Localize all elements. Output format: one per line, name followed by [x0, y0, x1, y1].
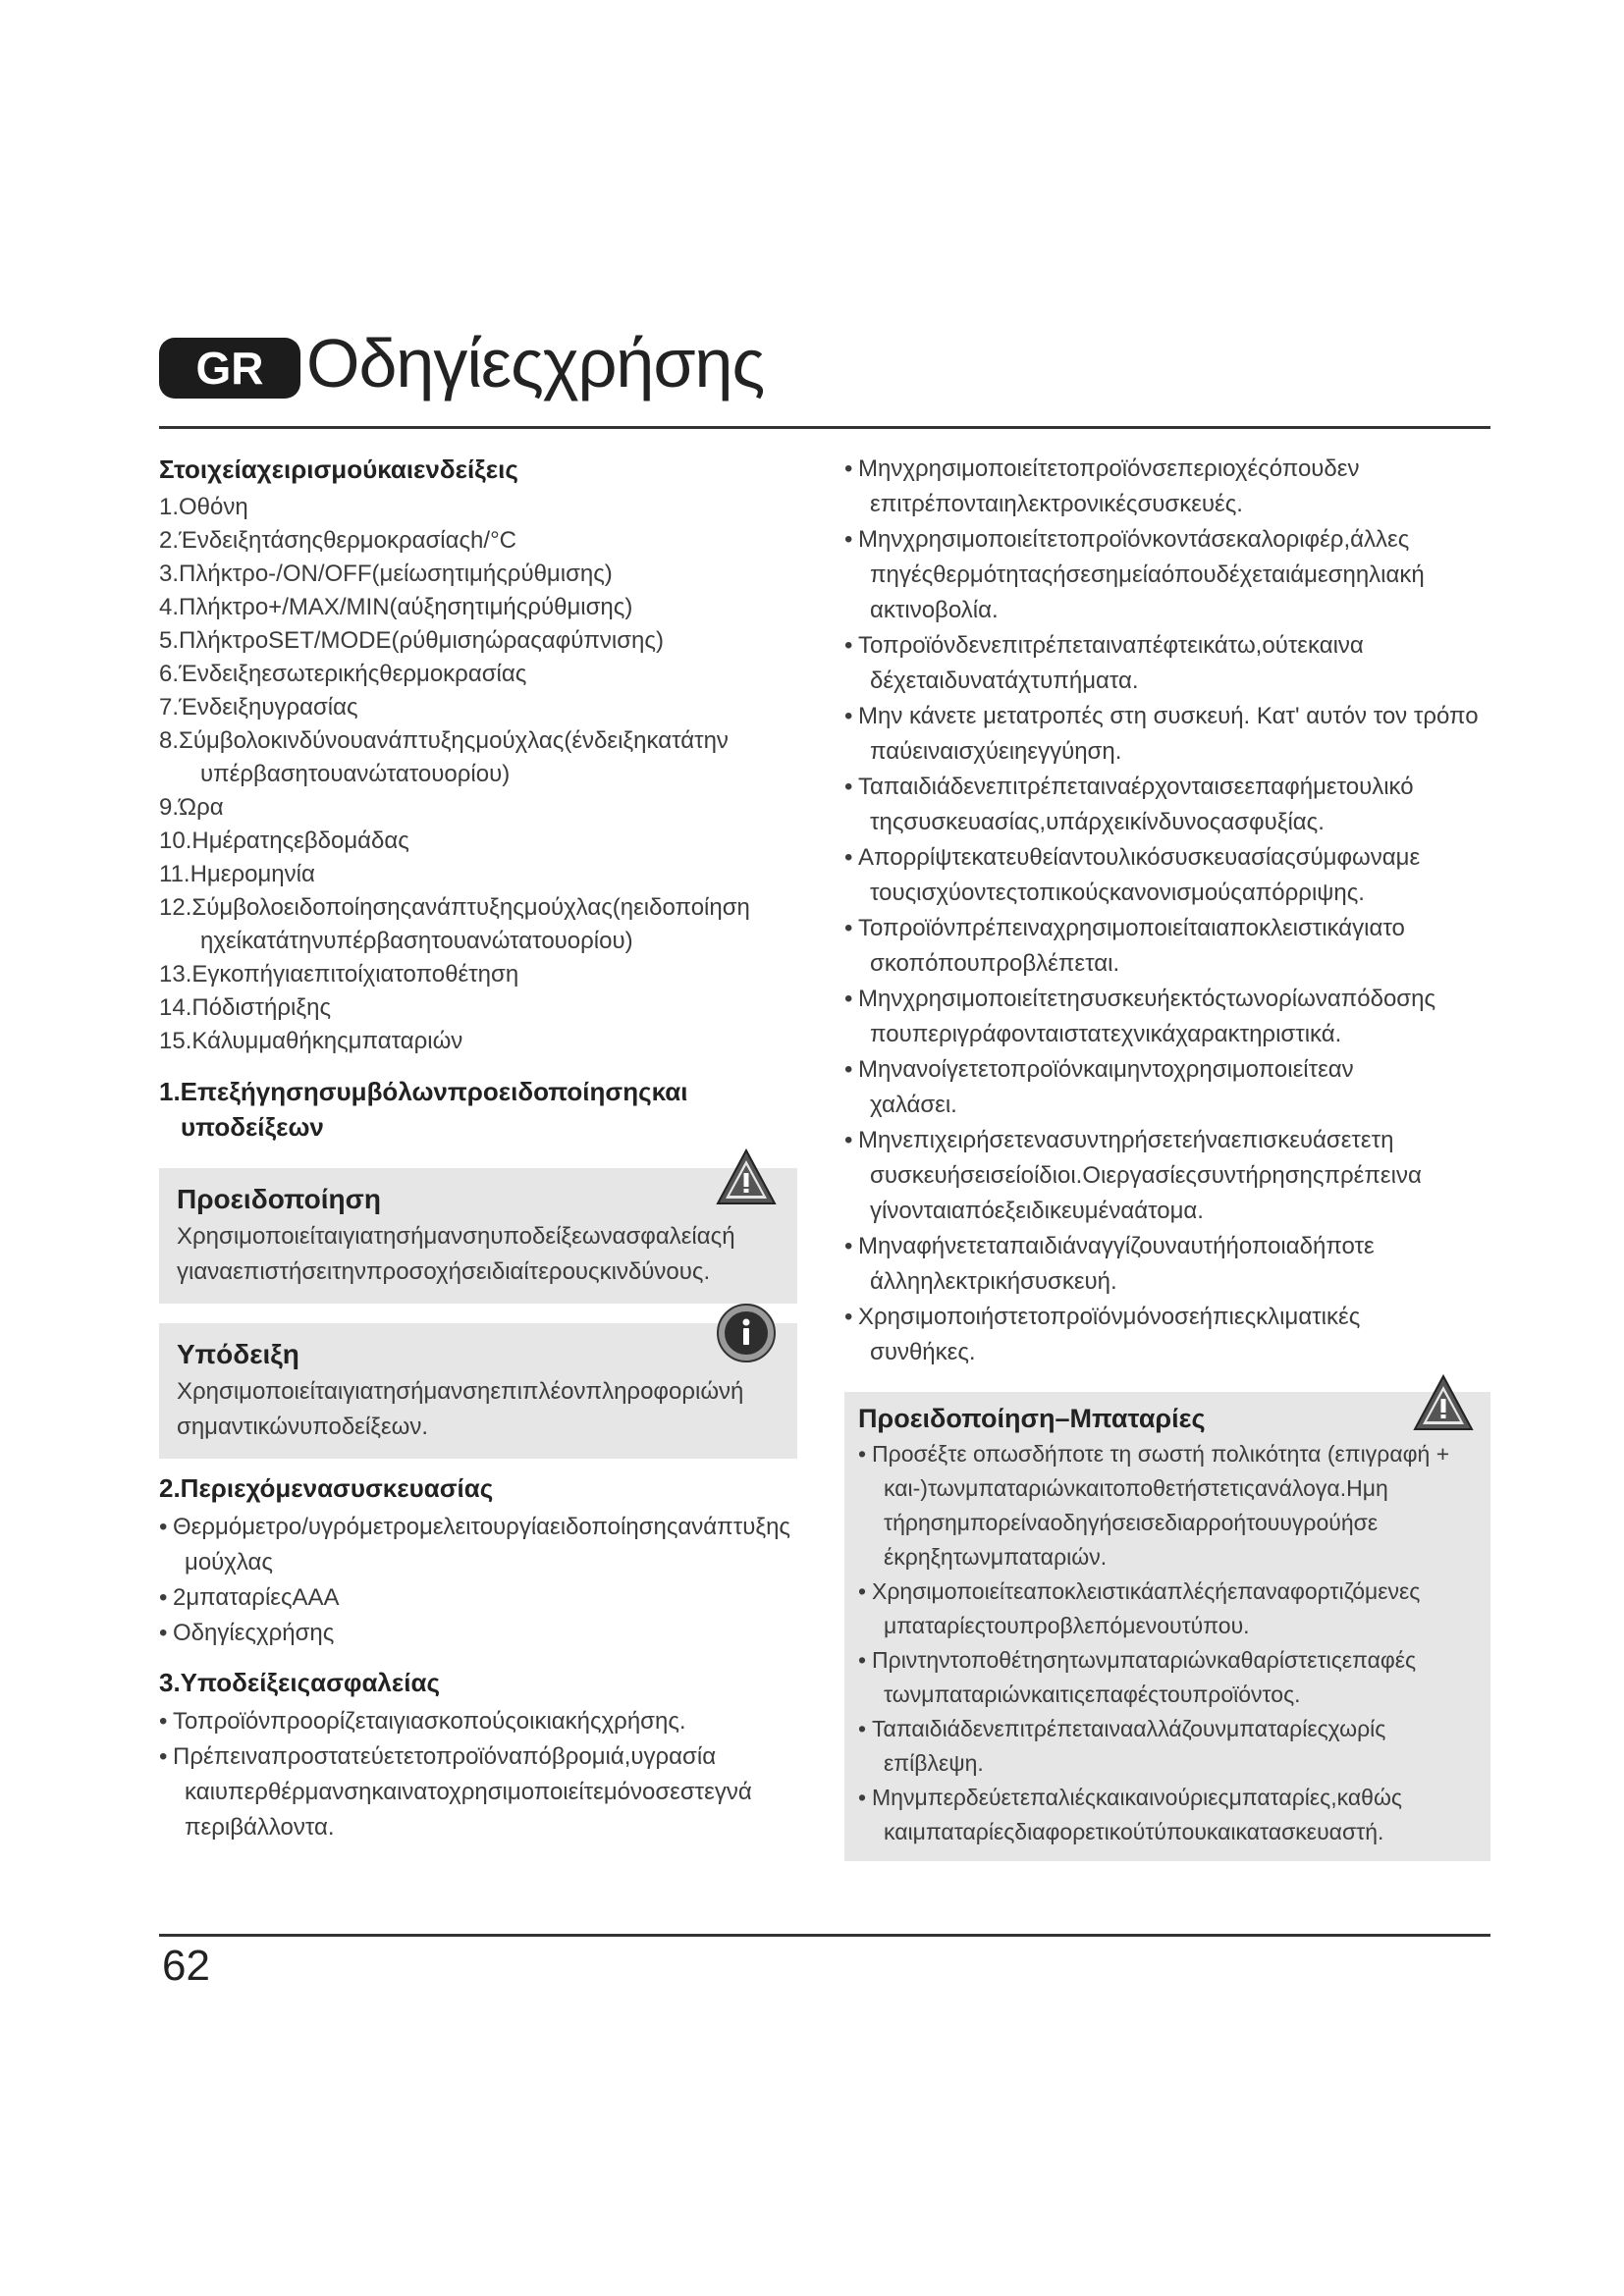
list-item	[858, 1781, 1477, 1849]
list-item	[844, 1229, 1490, 1300]
list-item-text: πουπεριγράφονταιστατεχνικάχαρακτηριστικά.	[870, 1021, 1342, 1047]
right-column	[844, 452, 1490, 1861]
footer-rule	[159, 1934, 1490, 1937]
list-item	[844, 982, 1490, 1052]
bullet: •	[844, 1304, 853, 1330]
bullet: •	[858, 1716, 867, 1741]
page-title: Οδηγίεςχρήσης	[306, 325, 765, 401]
list-item	[858, 1575, 1477, 1643]
list-item-text: περιβάλλοντα.	[185, 1814, 335, 1841]
list-item-text: Μην κάνετε μετατροπές στη συσκευή. Κατ' αυτόν τον τρόπο	[858, 703, 1479, 729]
list-item	[159, 1616, 797, 1651]
list-item-text: τήρησημπορείναοδηγήσεισεδιαρροήτουυγρούήσε	[884, 1510, 1379, 1535]
section3-heading: 3.Υποδείξειςασφαλείας	[159, 1668, 440, 1697]
bullet: •	[159, 1620, 168, 1646]
bullet: •	[844, 1127, 853, 1153]
page-header	[159, 325, 1490, 428]
list-item-text: Θερμόμετρο/υγρόμετρομελειτουργίαειδοποίησηςανάπτυξης	[173, 1514, 790, 1540]
list-item-text: Τοπροϊόνδενεπιτρέπεταιναπέφτεικάτω,ούτεκαινα	[858, 632, 1364, 659]
battery-list	[858, 1437, 1477, 1849]
list-item	[844, 452, 1490, 522]
warning-icon	[715, 1147, 778, 1209]
bullet: •	[159, 1743, 168, 1770]
bullet: •	[844, 774, 853, 800]
list-item-text: μπαταρίεςτουπροβλεπόμενουτύπου.	[884, 1613, 1250, 1638]
list-item	[844, 840, 1490, 911]
list-item	[159, 1739, 797, 1845]
bullet: •	[858, 1441, 867, 1467]
list-item-text: τωνμπαταριώνκαιτιςεπαφέςτουπροϊόντος.	[884, 1682, 1301, 1707]
note-box	[159, 1323, 797, 1459]
bullet: •	[159, 1584, 168, 1611]
list-item	[858, 1643, 1477, 1712]
list-item-text: Τοπροϊόνπρέπειναχρησιμοποιείταιαποκλειστικάγιατο	[858, 915, 1405, 941]
bullet: •	[844, 915, 853, 941]
list-item	[159, 1704, 797, 1739]
list-item	[844, 1123, 1490, 1229]
list-item	[159, 1510, 797, 1580]
list-item-text: γίνονταιαπόεξειδικευμέναάτομα.	[870, 1198, 1204, 1224]
list-item: 3.Πλήκτρο-/ON/OFF(μείωσητιμήςρύθμισης)	[159, 561, 613, 587]
info-icon	[715, 1302, 778, 1364]
list-item-text: Οδηγίεςχρήσης	[173, 1620, 335, 1646]
list-item: 6.Ένδειξηεσωτερικήςθερμοκρασίας	[159, 661, 527, 687]
left-column	[159, 452, 797, 1845]
list-item: 15.Κάλυμμαθήκηςμπαταριών	[159, 1028, 463, 1054]
list-item-text: καιμπαταρίεςδιαφορετικούτύπουκαικατασκευαστή.	[884, 1819, 1384, 1844]
list-item: 7.Ένδειξηυγρασίας	[159, 694, 358, 721]
list-item-text: Μηνεπιχειρήσετενασυντηρήσετεήναεπισκευάσετετη	[858, 1127, 1394, 1153]
list-item-text: έκρηξητωνμπαταριών.	[884, 1544, 1108, 1570]
list-item	[844, 1300, 1490, 1370]
list-item-text: παύειναισχύειηεγγύηση.	[870, 738, 1122, 765]
list-item-text: σκοπόπουπροβλέπεται.	[870, 950, 1120, 977]
list-item	[844, 522, 1490, 628]
warning-title: Προειδοποίηση	[177, 1184, 381, 1214]
list-item-text: Μηναφήνετεταπαιδιάναγγίζουναυτήήοποιαδήποτε	[858, 1233, 1375, 1259]
list-item	[844, 911, 1490, 982]
list-item-text: Χρησιμοποιήστετοπροϊόνμόνοσεήπιεςκλιματικές	[858, 1304, 1361, 1330]
list-item-text: Μηνχρησιμοποιείτετοπροϊόνσεπεριοχέςόπουδεν	[858, 455, 1360, 482]
note-text: Χρησιμοποιείταιγιατησήμανσηεπιπλέονπληροφοριώνή	[177, 1378, 744, 1405]
controls-heading: Στοιχείαχειρισμούκαιενδείξεις	[159, 454, 518, 484]
list-item: 12.Σύμβολοειδοποίησηςανάπτυξηςμούχλας(ηειδοποίηση	[159, 894, 750, 921]
list-item-text: πηγέςθερμότηταςήσεσημείαόπουδέχεταιάμεσηηλιακή	[870, 561, 1425, 588]
section2-heading: 2.Περιεχόμενασυσκευασίας	[159, 1473, 494, 1503]
list-item-text: Μηνχρησιμοποιείτετησυσκευήεκτόςτωνορίωναπόδοσης	[858, 986, 1436, 1012]
list-item	[858, 1712, 1477, 1781]
list-item: 5.ΠλήκτροSET/MODE(ρύθμισηώραςαφύπνισης)	[159, 627, 664, 654]
note-title: Υπόδειξη	[177, 1339, 299, 1369]
list-item: 10.Ημέρατηςεβδομάδας	[159, 828, 409, 854]
warning-icon	[1412, 1372, 1475, 1435]
list-item	[844, 770, 1490, 840]
bullet: •	[844, 1233, 853, 1259]
warning-text: Χρησιμοποιείταιγιατησήμανσηυποδείξεωνασφαλείαςή	[177, 1223, 735, 1250]
list-item-text: δέχεταιδυνατάχτυπήματα.	[870, 667, 1139, 694]
list-item-text: επίβλεψη.	[884, 1750, 984, 1776]
list-item-text: συνθήκες.	[870, 1339, 976, 1365]
list-item-text: Τοπροϊόνπροορίζεταιγιασκοπούςοικιακήςχρήσης.	[173, 1708, 686, 1735]
list-item-text: Ταπαιδιάδενεπιτρέπεταινααλλάζουνμπαταρίεςχωρίς	[872, 1716, 1386, 1741]
list-item-text: τουςισχύοντεςτοπικούςκανονισμούςαπόρριψης.	[870, 880, 1365, 906]
controls-list	[159, 491, 797, 1058]
list-item-text: Χρησιμοποιείτεαποκλειστικάαπλέςήεπαναφορτιζόμενες	[872, 1578, 1421, 1604]
list-item-text: Πρέπειναπροστατεύετετοπροϊόναπόβρομιά,υγρασία	[173, 1743, 717, 1770]
header-rule	[159, 426, 1490, 429]
section1-heading	[159, 1074, 797, 1145]
battery-warning-title: Προειδοποίηση–Μπαταρίες	[858, 1404, 1206, 1433]
list-item-text: 2μπαταρίεςAAA	[173, 1584, 340, 1611]
list-item-text: Ταπαιδιάδενεπιτρέπεταιναέρχονταισεεπαφήμετουλικό	[858, 774, 1414, 800]
list-item: 4.Πλήκτρο+/MAX/MIN(αύξησητιμήςρύθμισης)	[159, 594, 633, 620]
list-item-text: και-)τωνμπαταριώνκαιτοποθετήστετιςανάλογα.Ημη	[884, 1475, 1388, 1501]
language-badge: GR	[159, 338, 300, 399]
list-item-text: επιτρέπονταιηλεκτρονικέςσυσκευές.	[870, 491, 1243, 517]
section1-heading-line: υποδείξεων	[181, 1112, 324, 1142]
bullet: •	[159, 1514, 168, 1540]
list-item-text: μούχλας	[185, 1549, 273, 1575]
warning-box	[159, 1168, 797, 1304]
list-item: 11.Ημερομηνία	[159, 861, 315, 887]
bullet: •	[844, 703, 853, 729]
list-item: 14.Πόδιστήριξης	[159, 994, 332, 1021]
list-item-text: άλληηλεκτρικήσυσκευή.	[870, 1268, 1117, 1295]
bullet: •	[844, 526, 853, 553]
list-item-text: Απορρίψτεκατευθείαντουλικόσυσκευασίαςσύμφωναμε	[858, 844, 1421, 871]
list-item	[844, 628, 1490, 699]
list-item-text: Μηνανοίγετετοπροϊόνκαιμηντοχρησιμοποιείτεαν	[858, 1056, 1354, 1083]
list-item: 2.Ένδειξητάσηςθερμοκρασίαςh/°C	[159, 527, 516, 554]
list-item-continued: υπέρβασητουανώτατουορίου)	[200, 761, 511, 787]
list-item-text: Μηνμπερδεύετεπαλιέςκαικαινούριεςμπαταρίες,καθώς	[872, 1785, 1402, 1810]
list-item: 13.Εγκοπήγιαεπιτοίχιατοποθέτηση	[159, 961, 519, 988]
battery-warning-box	[844, 1392, 1490, 1861]
list-item: 8.Σύμβολοκινδύνουανάπτυξηςμούχλας(ένδειξηκατάτην	[159, 727, 729, 754]
list-item	[844, 699, 1490, 770]
package-list	[159, 1510, 797, 1651]
list-item	[159, 1580, 797, 1616]
bullet: •	[844, 986, 853, 1012]
list-item-text: Πριντηντοποθέτησητωνμπαταριώνκαθαρίστετιςεπαφές	[872, 1647, 1417, 1673]
list-item-text: τηςσυσκευασίας,υπάρχεικίνδυνοςασφυξίας.	[870, 809, 1325, 835]
bullet: •	[844, 844, 853, 871]
list-item-text: Προσέξτε οπωσδήποτε τη σωστή πολικότητα (επιγραφή +	[872, 1441, 1450, 1467]
bullet: •	[844, 632, 853, 659]
list-item-text: χαλάσει.	[870, 1092, 957, 1118]
bullet: •	[844, 455, 853, 482]
list-item-text: καιυπερθέρμανσηκαινατοχρησιμοποιείτεμόνοσεστεγνά	[185, 1779, 752, 1805]
bullet: •	[858, 1578, 867, 1604]
list-item: 9.Ώρα	[159, 794, 224, 821]
warning-text: γιαναεπιστήσειτηνπροσοχήσειδιαίτερουςκινδύνους.	[177, 1258, 711, 1285]
list-item-continued: ηχείκατάτηνυπέρβασητουανώτατουορίου)	[200, 928, 633, 954]
bullet: •	[858, 1647, 867, 1673]
safety-list	[159, 1704, 797, 1845]
list-item	[858, 1437, 1477, 1575]
list-item-text: Μηνχρησιμοποιείτετοπροϊόνκοντάσεκαλοριφέρ,άλλες	[858, 526, 1410, 553]
bullet: •	[858, 1785, 867, 1810]
list-item: 1.Οθόνη	[159, 494, 248, 520]
list-item	[844, 1052, 1490, 1123]
bullet: •	[844, 1056, 853, 1083]
page-number: 62	[162, 1942, 210, 1990]
bullet: •	[159, 1708, 168, 1735]
safety-list-continued	[844, 452, 1490, 1370]
list-item-text: ακτινοβολία.	[870, 597, 999, 623]
note-text: σημαντικώνυποδείξεων.	[177, 1414, 429, 1440]
list-item-text: συσκευήσεισείοίδιοι.Οιεργασίεςσυντήρησηςπρέπεινα	[870, 1162, 1422, 1189]
section1-heading-line: 1.Επεξήγησησυμβόλωνπροειδοποίησηςκαι	[159, 1077, 688, 1106]
